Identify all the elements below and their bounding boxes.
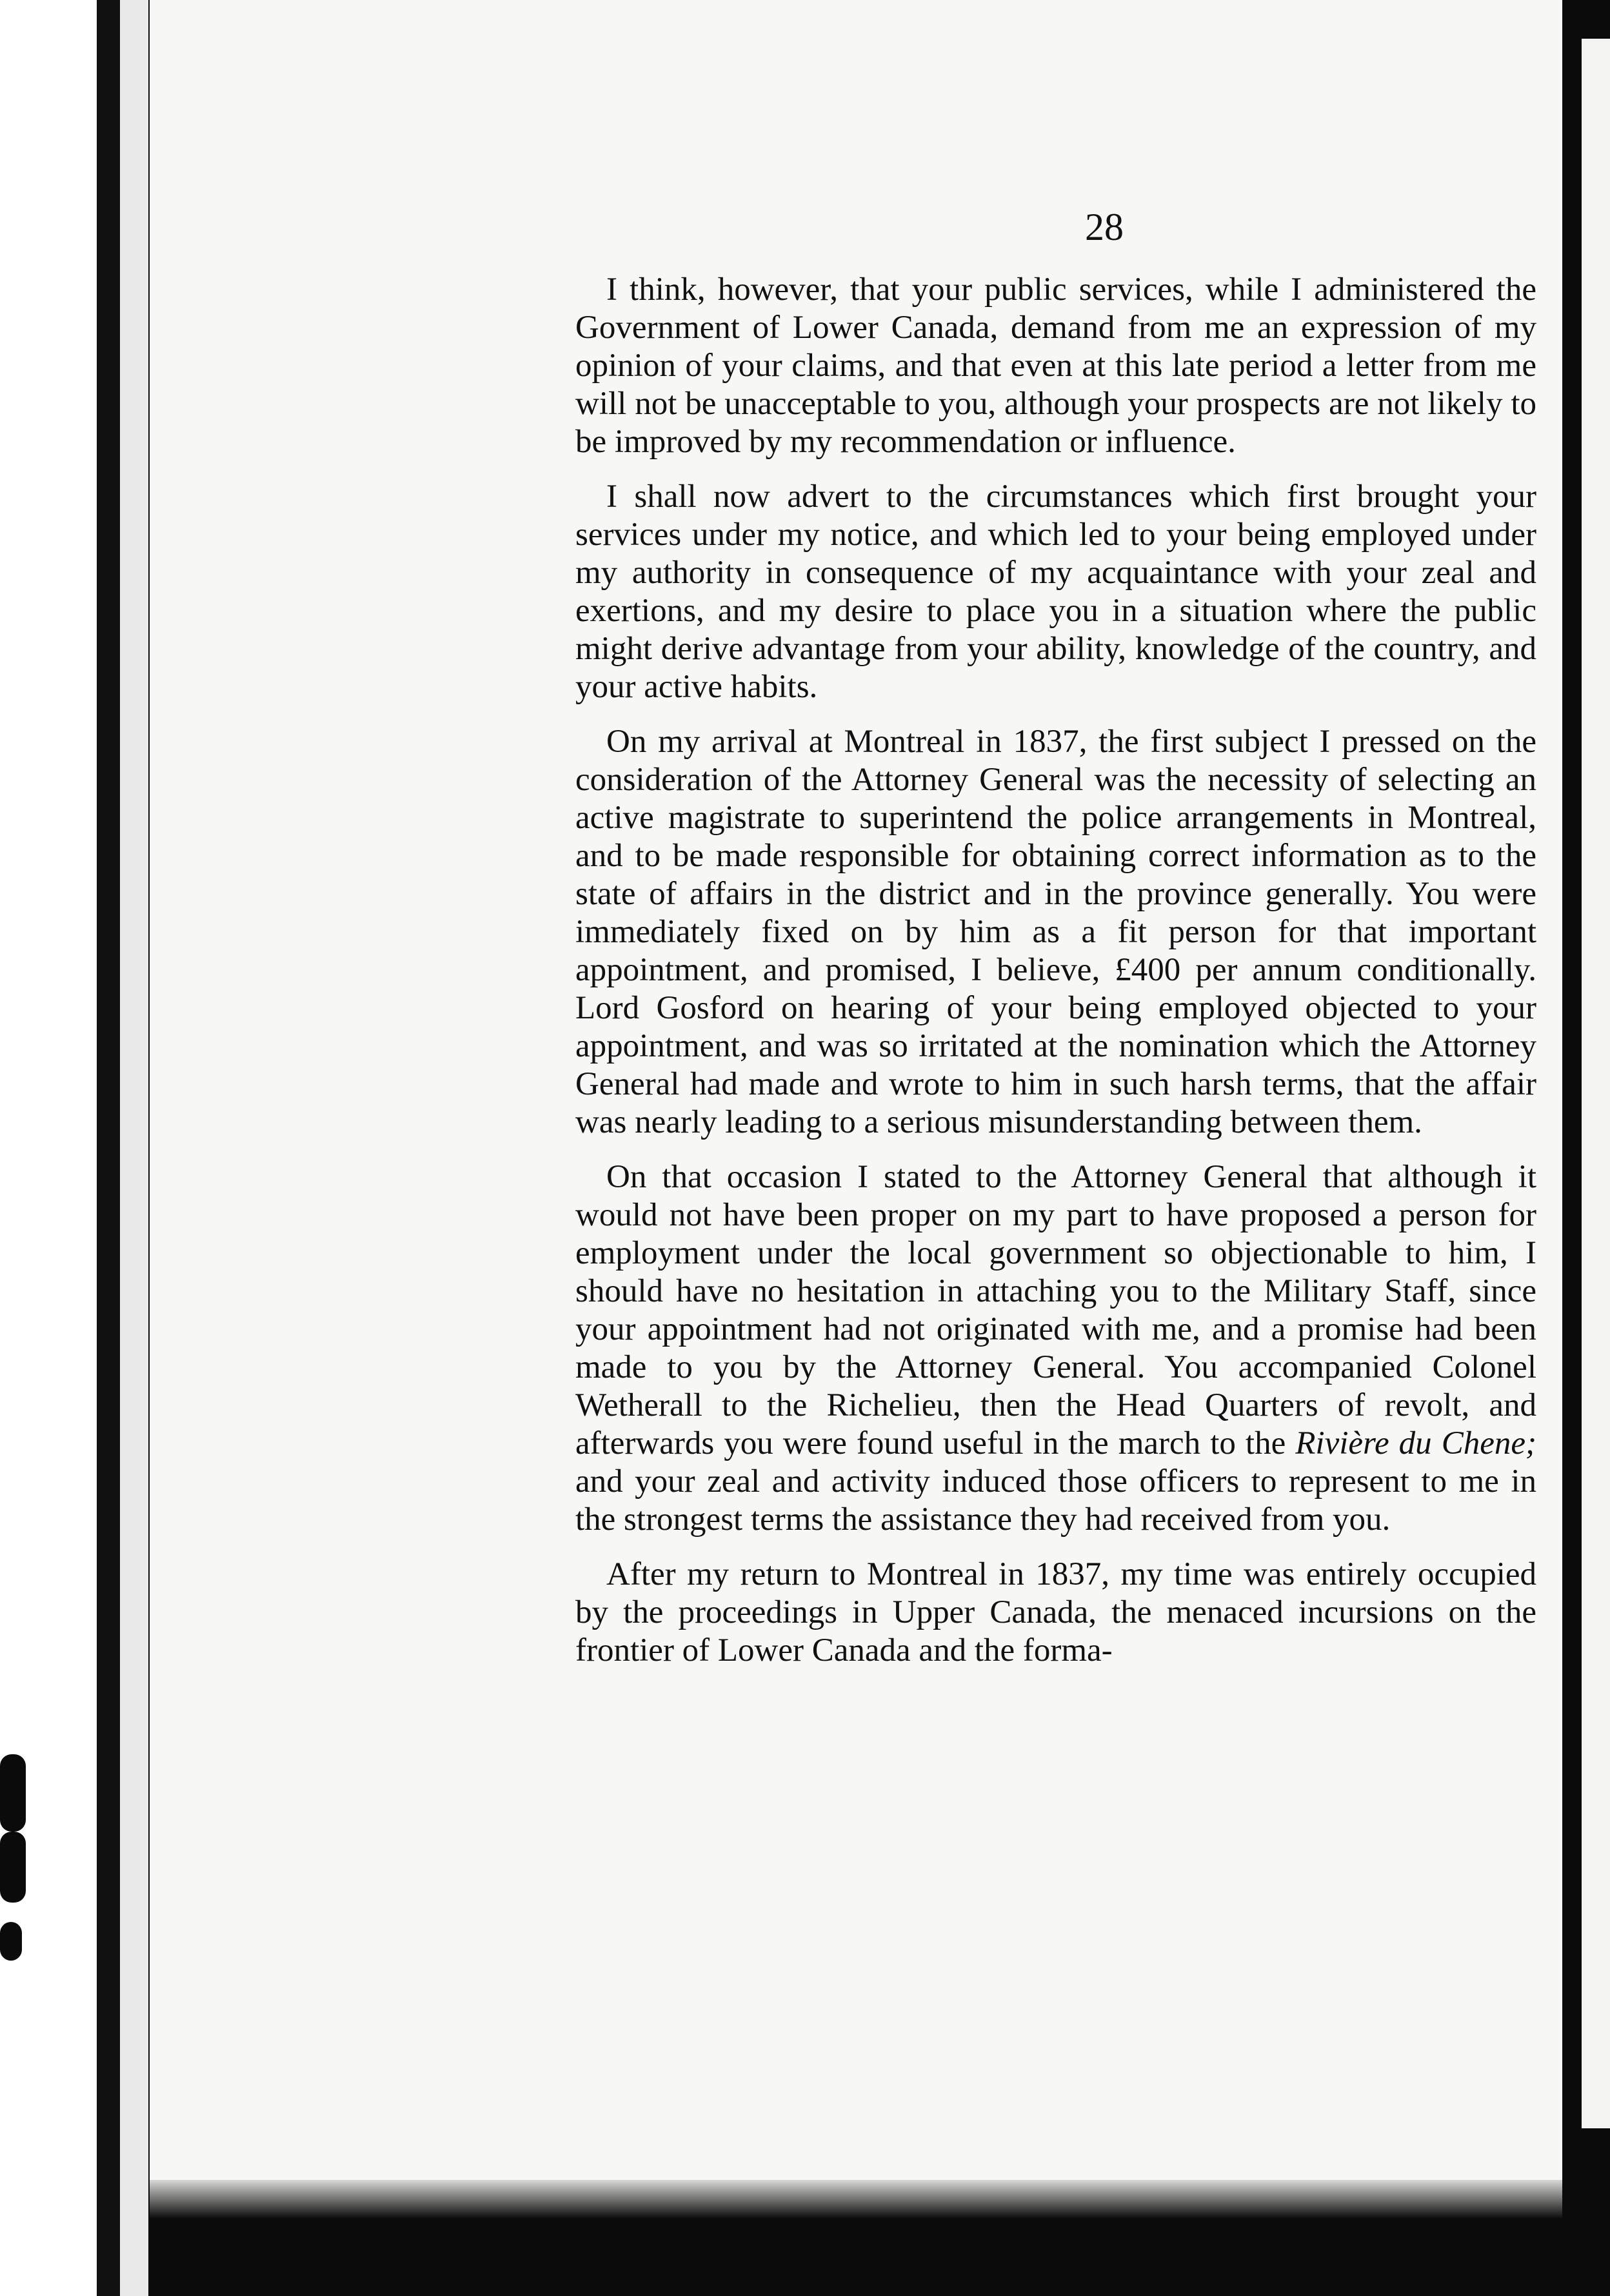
- paragraph: I shall now advert to the circumstances which first brought your services under my notice, and which led to your being employed under my authority in consequence of my acquaintance with your zeal and exertions, and my desire to place you in a situation where the public might derive advantage from your ability, knowledge of the country, and your active habits.: [575, 479, 1536, 705]
- paragraph: I think, however, that your public services, while I administered the Government of Lower Canada, demand from me an expression of my opinion of your claims, and that even at this late period a letter from me will not be unacceptable to you, although your prospects are not likely to be improved by my recommendation or influence.: [575, 272, 1536, 460]
- binding-hole: [0, 1832, 26, 1903]
- paragraph-text: On that occasion I stated to the Attorney General that although it would not have been proper on my part to have proposed a person for employment under the local government so objectionable to him, I should have no hesitation in attaching you to the Military Staff, since your appointment had not originated with me, and a promise had been made to you by the Attorney General. You accompanied Colonel Wetherall to the Richelieu, then the Head Quarters of revolt, and afterwards you were found useful in the march to the: [575, 1159, 1536, 1461]
- scan-left-margin: [0, 0, 148, 2296]
- next-page-edge: [1582, 39, 1610, 2128]
- paragraph: On my arrival at Montreal in 1837, the first subject I pressed on the consideration of the Attorney General was the necessity of selecting an active magistrate to superintend the police arrangements in Montreal, and to be made responsible for obtaining correct information as to the state of affairs in the district and in the province generally. You were immediately fixed on by him as a fit person for that important appointment, and promised, I believe, £400 per annum conditionally. Lord Gosford on hearing of your being employed objected to your appointment, and was so irritated at the nomination which the Attorney General had made and wrote to him in such harsh terms, that the affair was nearly leading to a serious misunderstanding between them.: [575, 724, 1536, 1140]
- paragraph: [575, 1158, 1536, 1539]
- paragraph-text: and your zeal and activity induced those officers to represent to me in the strongest terms the assistance they had received from you.: [575, 1463, 1536, 1538]
- gutter: [120, 0, 148, 2296]
- page-number: 28: [1085, 206, 1124, 248]
- book-spine-edge: [97, 0, 120, 2296]
- book-page: [150, 0, 1562, 2209]
- binding-hole: [0, 1754, 26, 1832]
- place-name-italic: Rivière du Chene;: [1295, 1425, 1536, 1461]
- page-bottom-shadow: [150, 2180, 1562, 2219]
- body-text: [575, 271, 1536, 1687]
- binding-hole: [0, 1922, 22, 1961]
- paragraph: After my return to Montreal in 1837, my time was entirely occupied by the proceedings in Upper Canada, the menaced incursions on the frontier of Lower Canada and the forma-: [575, 1556, 1536, 1668]
